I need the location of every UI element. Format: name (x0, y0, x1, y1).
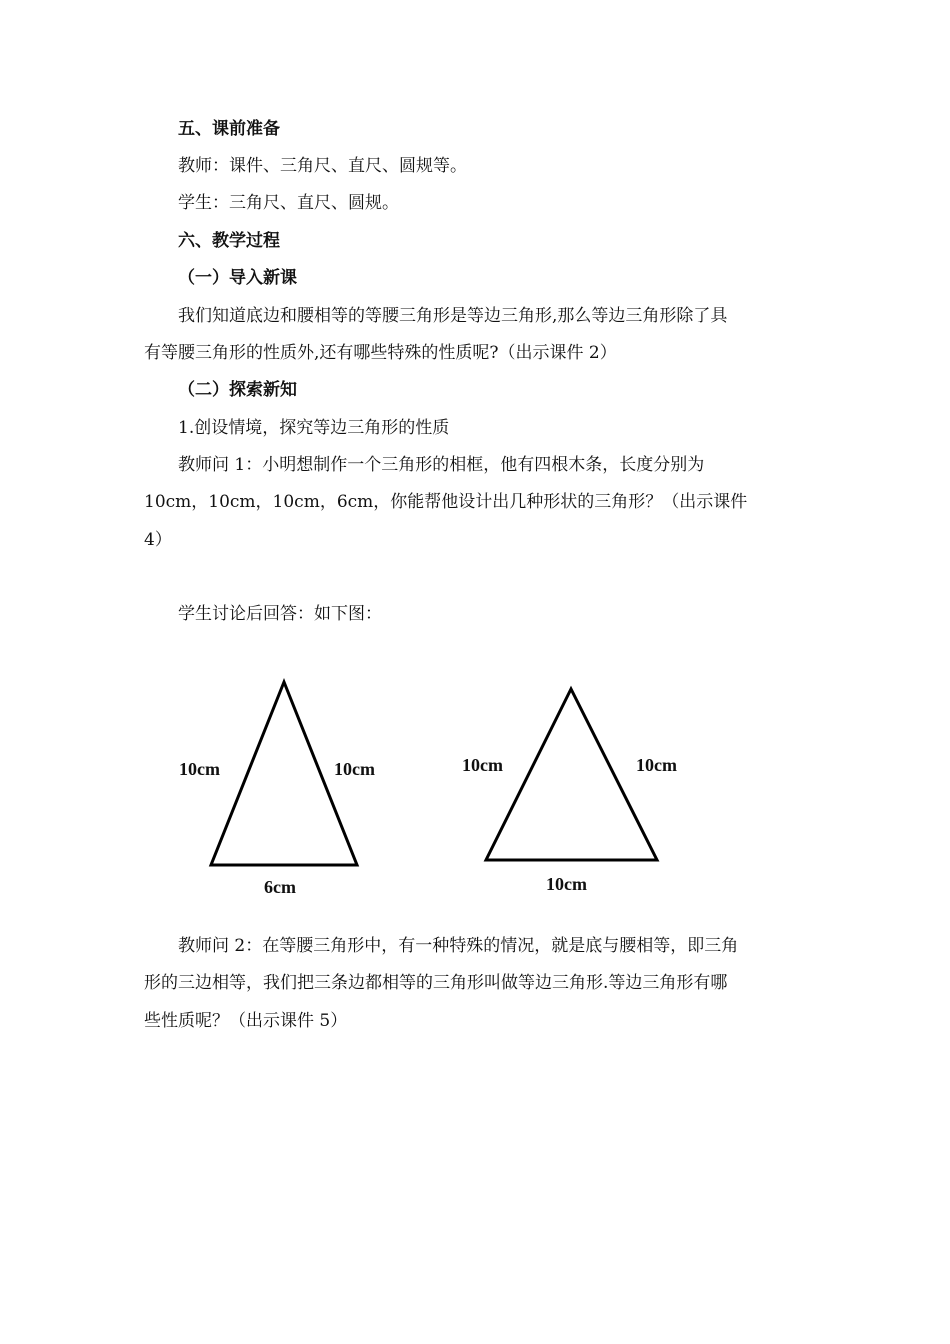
intro-paragraph-line1: 我们知道底边和腰相等的等腰三角形是等边三角形,那么等边三角形除了具 (178, 306, 728, 326)
equilateral-left-side-label: 10cm (462, 755, 503, 775)
student-answer-text: 学生讨论后回答：如下图： (178, 604, 382, 624)
isosceles-right-side-label: 10cm (334, 759, 375, 779)
question1-line1: 教师问 1：小明想制作一个三角形的相框，他有四根木条，长度分别为 (178, 455, 705, 475)
question2-line1: 教师问 2：在等腰三角形中，有一种特殊的情况，就是底与腰相等，即三角 (178, 936, 739, 956)
question1-line2: 10cm，10cm，10cm，6cm，你能帮他设计出几种形状的三角形？（出示课件 (144, 492, 748, 512)
question2-line3: 些性质呢？（出示课件 5） (144, 1011, 348, 1031)
isosceles-base-label: 6cm (264, 877, 296, 897)
equilateral-triangle (486, 689, 657, 860)
section-heading-prep: 五、课前准备 (178, 119, 280, 139)
equilateral-base-label: 10cm (546, 874, 587, 894)
section-heading-process: 六、教学过程 (178, 231, 280, 251)
step1-title: 1.创设情境，探究等边三角形的性质 (178, 418, 450, 438)
subsection-heading-explore: （二）探索新知 (178, 380, 297, 400)
intro-paragraph-line2: 有等腰三角形的性质外,还有哪些特殊的性质呢?（出示课件 2） (144, 343, 617, 363)
question1-line3: 4） (144, 530, 172, 550)
question2-line2: 形的三边相等，我们把三条边都相等的三角形叫做等边三角形.等边三角形有哪 (144, 973, 728, 993)
teacher-prep-text: 教师：课件、三角尺、直尺、圆规等。 (178, 156, 467, 176)
subsection-heading-intro: （一）导入新课 (178, 268, 297, 288)
isosceles-left-side-label: 10cm (179, 759, 220, 779)
student-prep-text: 学生：三角尺、直尺、圆规。 (178, 193, 399, 213)
equilateral-right-side-label: 10cm (636, 755, 677, 775)
